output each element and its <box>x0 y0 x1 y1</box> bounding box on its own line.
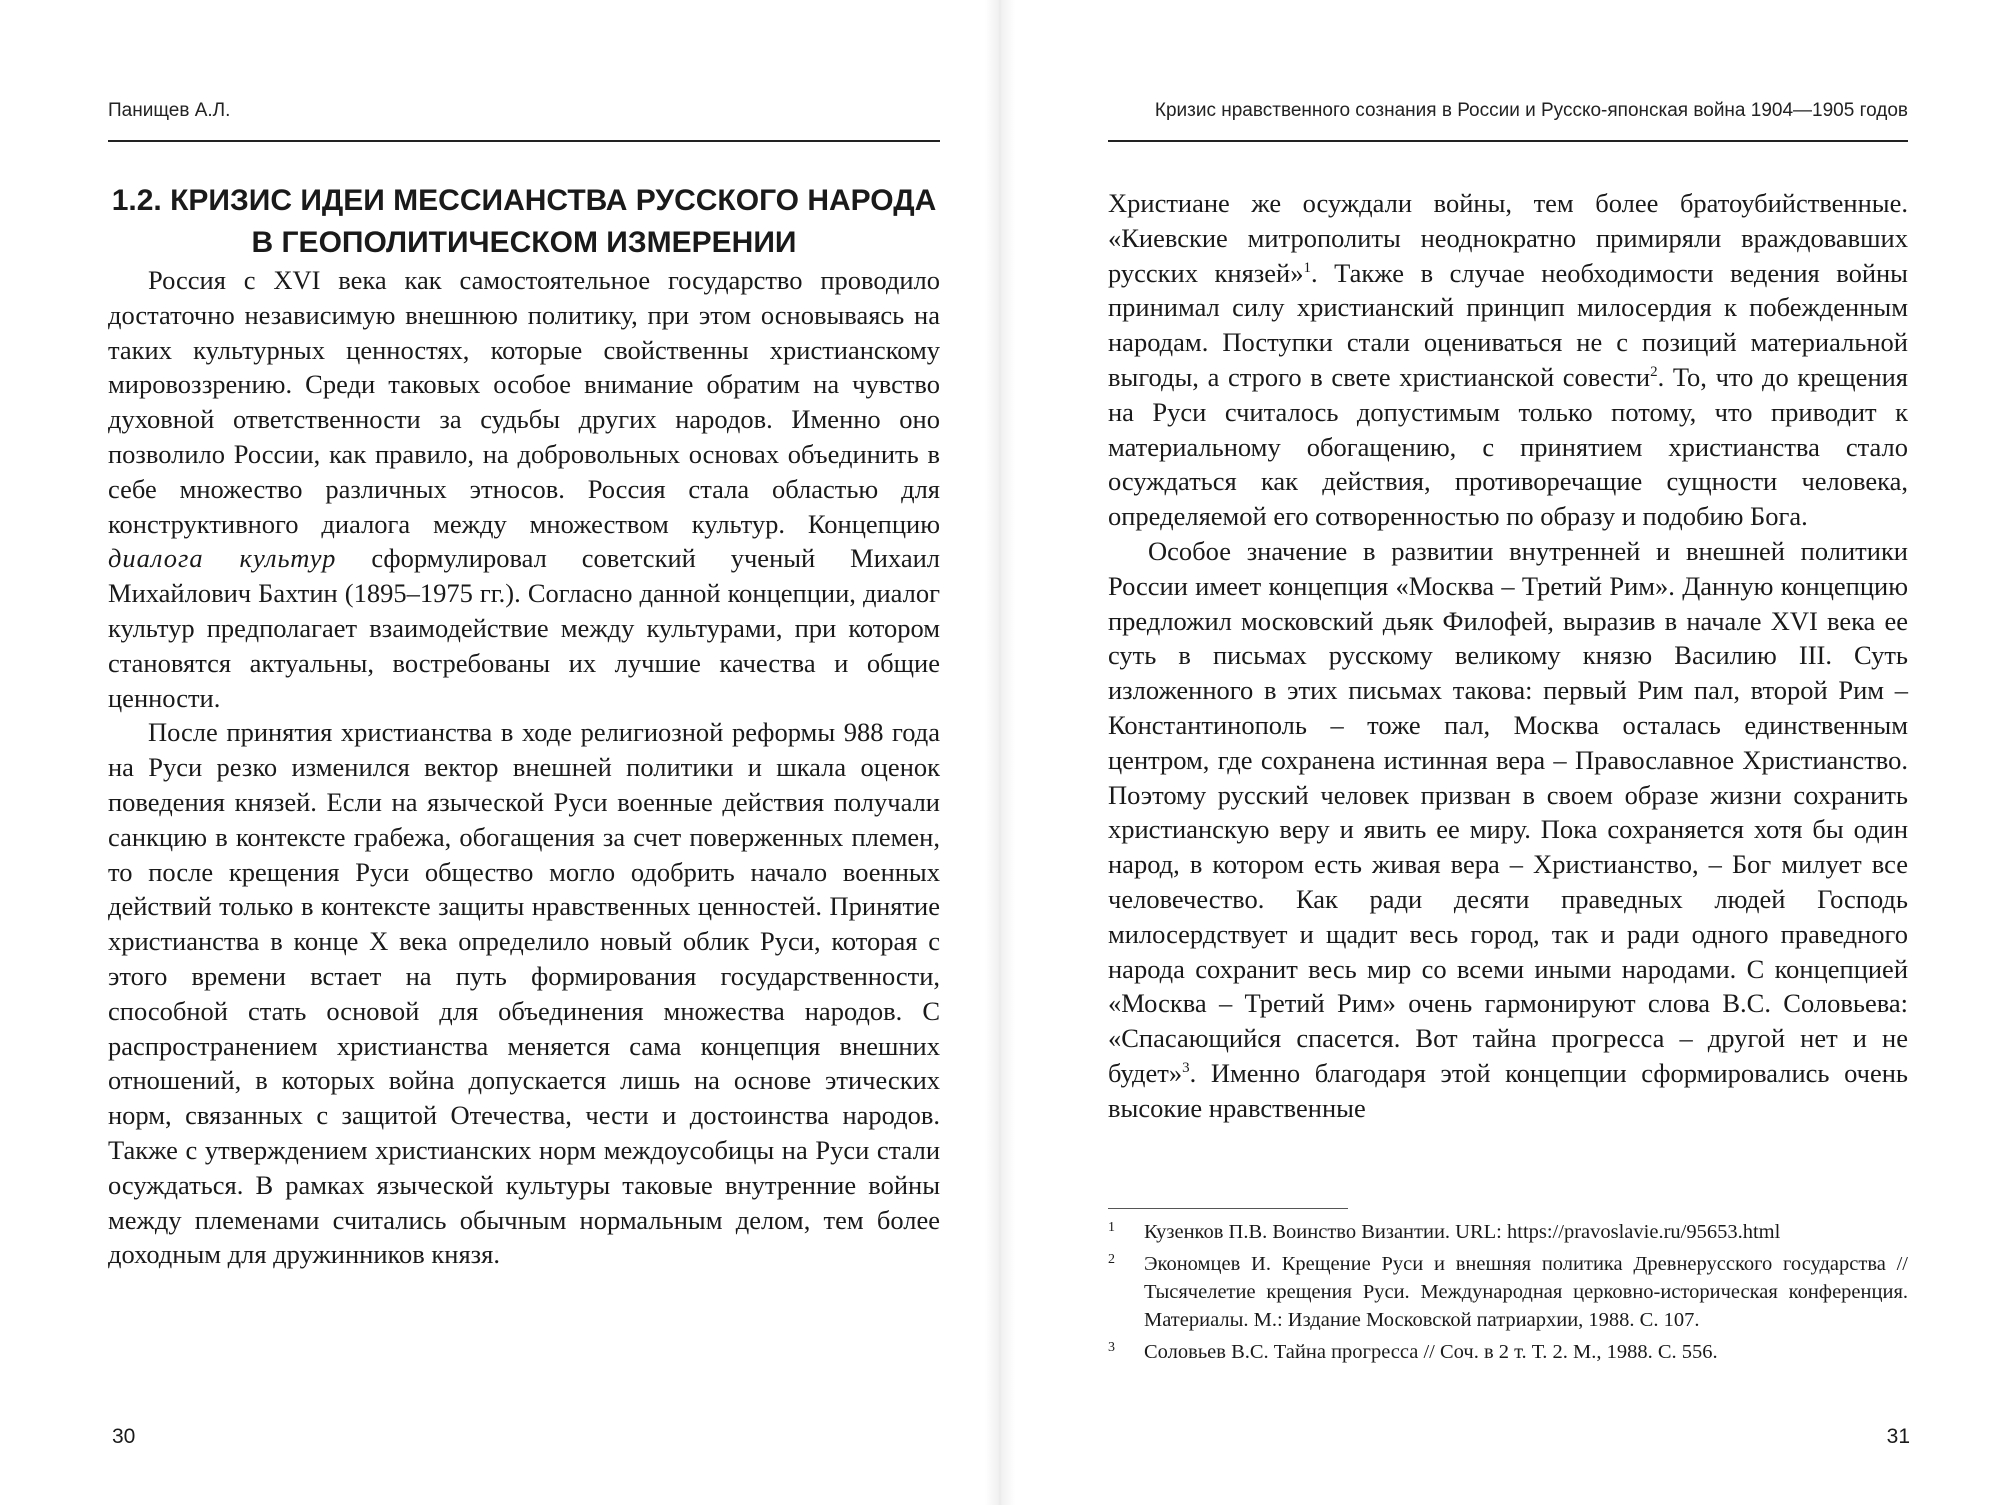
chapter-title <box>108 180 940 264</box>
running-head-title: Кризис нравственного сознания в России и Русско-японская война 1904—1905 годов <box>1154 100 1908 121</box>
paragraph: Особое значение в развитии внутренней и внешней политики России имеет концепция «Москва – Третий Рим». Данную концепцию предложил московский дьяк Филофей, выразив в начале XVI века ее суть в письмах русскому великому князю Василию III. Суть изложенного в этих письмах такова: первый Рим пал, второй Рим – Константинополь – тоже пал, Москва осталась единственным центром, где сохранена истинная вера – Православное Христианство. Поэтому русский человек призван в своем образе жизни сохранить христианскую веру и явить ее миру. Пока сохраняется хотя бы один народ, в котором есть живая вера – Христианство, – Бог милует все человечество. Как ради десяти праведных людей Господь милосердствует и щадит весь город, так и ради одного праведного народа сохранит весь мир со всеми иными народами. С концепцией «Москва – Третий Рим» очень гармонируют слова В.С. Соловьева: «Спасающийся спасется. Вот тайна прогресса – другой нет и не будет»$^3$. Именно благодаря этой концепции сформировались очень высокие нравственные <box>1108 535 1908 1123</box>
chapter-title-line-1: 1.2. КРИЗИС ИДЕИ МЕССИАНСТВА РУССКОГО НАРОДА <box>111 184 937 217</box>
page-number-right: 31 <box>1886 1425 1910 1448</box>
footnote <box>1108 1218 1908 1246</box>
footnote-ref[interactable]: 1 <box>1303 259 1311 276</box>
footnote-number: 1 <box>1108 1220 1115 1235</box>
running-head-author: Панищев А.Л. <box>108 100 231 121</box>
footnote-ref[interactable]: 2 <box>1650 364 1658 381</box>
chapter-title-line-2: В ГЕОПОЛИТИЧЕСКОМ ИЗМЕРЕНИИ <box>251 226 797 259</box>
emphasis-term: диалога культур <box>108 543 337 574</box>
paragraph: Россия с XVI века как самостоятельное государство проводило достаточно независимую внешнюю политику, при этом основываясь на таких культурных ценностях, которые свойственны христианскому мировоззрению. Среди таковых особое внимание обратим на чувство духовной ответственности за судьбы других народов. Именно оно позволило России, как правило, на добровольных основах объединить в себе множество различных этносов. Россия стала областью для конструктивного диалога между множеством культур. Концепцию диалога культур сформулировал советский ученый Михаил Михайлович Бахтин (1895–1975 гг.). Согласно данной концепции, диалог культур предполагает взаимодействие между культурами, при котором становятся актуальны, востребованы их лучшие качества и общие ценности. <box>108 265 940 713</box>
footnote <box>1108 1250 1908 1334</box>
footnote-ref[interactable]: 3 <box>1182 1060 1190 1077</box>
right-body-text <box>1108 186 1908 1126</box>
page-number-left: 30 <box>112 1425 136 1448</box>
paragraph: После принятия христианства в ходе религиозной реформы 988 года на Руси резко изменился вектор внешней политики и шкала оценок поведения князей. Если на языческой Руси военные действия получали санкцию в контексте грабежа, обогащения за счет поверженных племен, то после крещения Руси общество могло одобрить начало военных действий только в контексте защиты нравственных ценностей. Принятие христианства в конце X века определило новый облик Руси, которая с этого времени встает на путь формирования государственности, способной стать основой для объединения множества народов. С распространением христианства меняется сама концепция внешних отношений, в которых война допускается лишь на основе этических норм, связанных с защитой Отечества, чести и достоинства народов. Также с утверждением христианских норм междоусобицы на Руси стали осуждаться. В рамках языческой культуры таковые внутренние войны между племенами считались обычным нормальным делом, тем более доходным для дружинников князя. <box>108 717 940 1270</box>
header-rule <box>1108 140 1908 142</box>
footnote-number: 3 <box>1108 1340 1115 1355</box>
footnotes <box>1108 1218 1908 1370</box>
paragraph: Христиане же осуждали войны, тем более братоубийственные. «Киевские митрополиты неоднократно примиряли враждовавших русских князей»$^1$. Также в случае необходимости ведения войны принимал силу христианский принцип милосердия к побежденным народам. Поступки стали оцениваться не с позиций материальной выгоды, а строго в свете христианской совести$^2$. То, что до крещения на Руси считалось допустимым только потому, что приводит к материальному обогащению, с принятием христианства стало осуждаться как действия, противоречащие сущности человека, определяемой его сотворенностью по образу и подобию Бога. <box>1108 188 1908 532</box>
header-rule <box>108 140 940 142</box>
footnote-separator <box>1108 1208 1348 1209</box>
right-page <box>1000 0 2000 1505</box>
footnote-number: 2 <box>1108 1252 1115 1267</box>
footnote-text: Соловьев В.С. Тайна прогресса // Соч. в 2 т. Т. 2. М., 1988. С. 556. <box>1144 1341 1718 1363</box>
left-body-text <box>108 263 940 1272</box>
footnote-text: Кузенков П.В. Воинство Византии. URL: https://pravoslavie.ru/95653.html <box>1144 1221 1781 1243</box>
footnote <box>1108 1338 1908 1366</box>
footnote-text: Экономцев И. Крещение Руси и внешняя политика Древнерусского государства // Тысячелетие крещения Руси. Международная церковно-историческая конференция. Материалы. М.: Издание Московской патриархии, 1988. С. 107. <box>1144 1253 1908 1331</box>
